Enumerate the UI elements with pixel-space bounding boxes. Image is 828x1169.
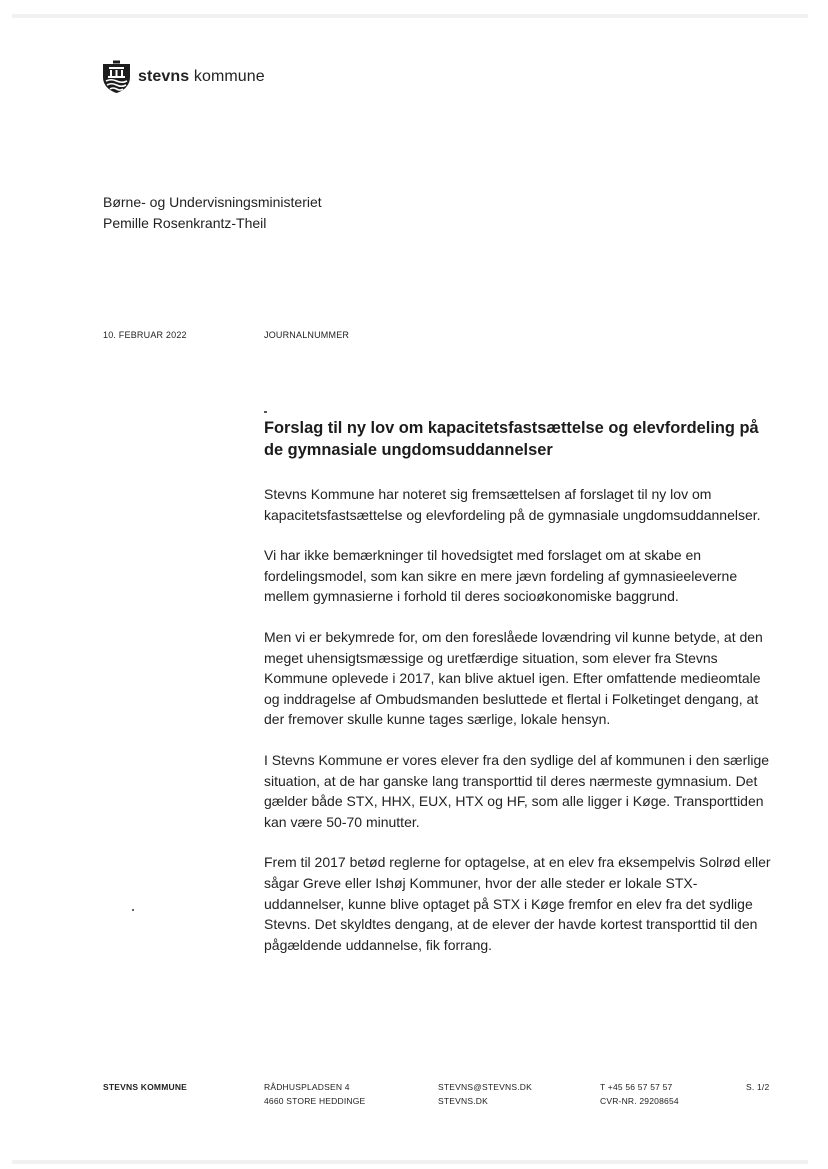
body-paragraph: I Stevns Kommune er vores elever fra den sydlige del af kommunen i den særlige situation, at de har ganske lang transporttid til deres nærmeste gymnasium. Det gælder både STX, HHX, EUX, HTX og HF, som alle ligger i Køge. Transporttiden kan være 50-70 minutter. [264, 751, 770, 830]
footer-cvr: CVR-NR. 29208654 [600, 1096, 679, 1106]
footer-address [264, 1080, 365, 1108]
body-paragraph: Men vi er bekymrede for, om den foreslåede lovændring vil kunne betyde, at den meget uhensigtsmæssige og uretfærdige situation, som elever fra Stevns Kommune oplevede i 2017, kan blive aktuel igen. Efter omfattende medieomtale og inddragelse af Ombudsmanden besluttede et flertal i Folketinget dengang, at der fremover skulle kunne tages særlige, lokale hensyn. [264, 628, 763, 728]
body-paragraph: Stevns Kommune har noteret sig fremsættelsen af forslaget til ny lov om kapacitetsfastsættelse og elevfordeling på de gymnasiale ungdomsuddannelser. [264, 486, 761, 523]
body-paragraph: Vi har ikke bemærkninger til hovedsigtet med forslaget om at skabe en fordelingsmodel, som kan sikre en mere jævn fordeling af gymnasieeleverne mellem gymnasierne i forhold til deres socioøkonomiske baggrund. [264, 547, 738, 605]
scan-bottom-edge [12, 1160, 808, 1164]
footer-website: STEVNS.DK [438, 1096, 488, 1106]
letter-title: Forslag til ny lov om kapacitetsfastsættelse og elevfordeling på de gymnasiale ungdomsuddannelser [264, 419, 759, 459]
coat-of-arms-icon [102, 60, 131, 94]
body-paragraph: Frem til 2017 betød reglerne for optagelse, at en elev fra eksempelvis Solrød eller sågar Greve eller Ishøj Kommuner, hvor der alle steder er lokale STX-uddannelser, kunne blive optaget på STX i Køge fremfor en elev fra det sydlige Stevns. Det skyldtes dengang, at de elever der havde kortest transporttid til den pågældende uddannelse, fik forrang. [264, 854, 771, 953]
footer-organization [103, 1080, 187, 1094]
logo-brand-bold: stevns [138, 68, 190, 85]
footer-org-name: STEVNS KOMMUNE [103, 1082, 188, 1092]
footer-email: STEVNS@STEVNS.DK [438, 1082, 533, 1092]
recipient-ministry: Børne- og Undervisningsministeriet [103, 194, 322, 210]
recipient-person: Pemille Rosenkrantz-Theil [103, 215, 267, 231]
footer-phone-cvr [600, 1080, 679, 1108]
journal-number-label: JOURNALNUMMER [264, 330, 350, 340]
logo-brand-rest: kommune [189, 68, 265, 85]
stevns-kommune-logo [102, 60, 265, 94]
footer-phone: T +45 56 57 57 57 [600, 1082, 673, 1092]
footer-page-number [746, 1080, 769, 1094]
scan-speck [132, 909, 134, 911]
letter-body [264, 417, 774, 955]
margin-mark [264, 411, 267, 413]
recipient-block [103, 192, 322, 234]
letter-date: 10. FEBRUAR 2022 [103, 330, 187, 340]
scan-top-edge [12, 14, 808, 18]
page-number: S. 1/2 [746, 1082, 770, 1092]
footer-contact [438, 1080, 532, 1108]
footer-address-city: 4660 STORE HEDDINGE [264, 1096, 366, 1106]
logo-wordmark [138, 68, 265, 86]
footer-address-street: RÅDHUSPLADSEN 4 [264, 1082, 350, 1092]
